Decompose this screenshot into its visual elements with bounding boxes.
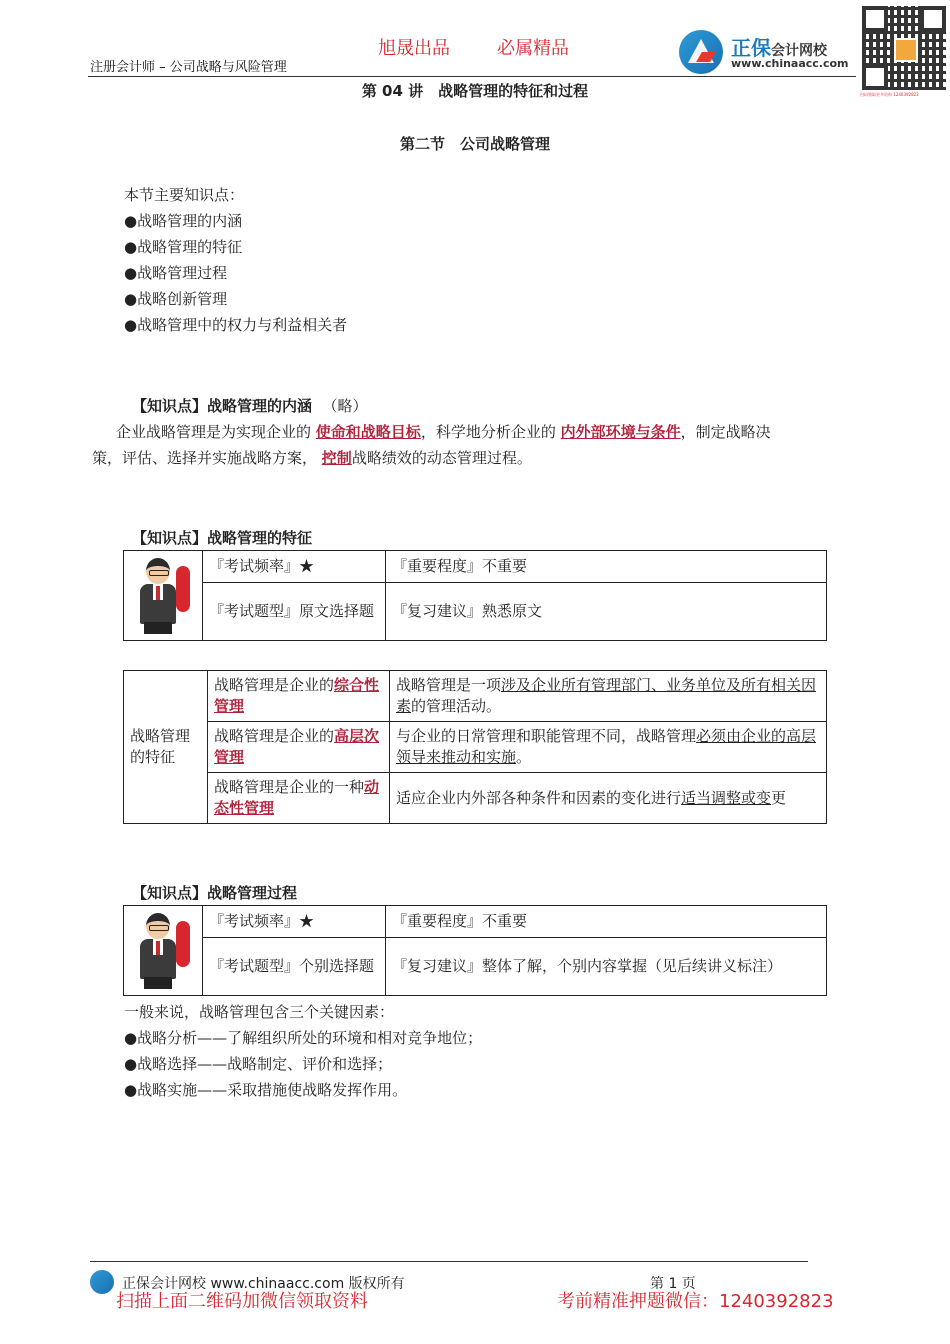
logo-text-cn: 正保: [731, 36, 771, 60]
logo-text-en: www.chinaacc.com: [731, 57, 849, 70]
qr-code-icon[interactable]: [862, 6, 946, 90]
footer-page-number: 第 1 页: [650, 1276, 696, 1292]
footer-copyright: 正保会计网校 www.chinaacc.com 版权所有: [122, 1276, 405, 1292]
intro-item: ●战略创新管理: [124, 290, 228, 308]
feature-cell-name: 战略管理是企业的高层次管理: [208, 722, 390, 773]
section-title: 第二节 公司战略管理: [399, 135, 550, 153]
feature-cell-name: 战略管理是企业的综合性管理: [208, 671, 390, 722]
kp3-importance: 『重要程度』不重要: [386, 906, 827, 938]
lecture-title: 第 04 讲 战略管理的特征和过程: [361, 82, 589, 100]
kp2-importance: 『重要程度』不重要: [386, 551, 827, 583]
qr-caption: 扫码领取更多资料 1240392823: [860, 92, 919, 97]
feature-cell-desc: 适应企业内外部各种条件和因素的变化进行适当调整或变更: [390, 773, 827, 824]
kp1-paragraph-line2: 策，评估、选择并实施战略方案， 控制战略绩效的动态管理过程。: [92, 449, 532, 467]
header-slogan-left: 旭晟出品: [378, 38, 450, 59]
kp3-advice: 『复习建议』整体了解，个别内容掌握（见后续讲义标注）: [386, 938, 827, 996]
intro-item: ●战略管理过程: [124, 264, 228, 282]
feature-cell-desc: 战略管理是一项涉及企业所有管理部门、业务单位及所有相关因素的管理活动。: [390, 671, 827, 722]
logo-text-cn-small: 会计网校: [771, 43, 827, 59]
kp3-info-table: [123, 905, 827, 996]
kp1-highlight-environment: 内外部环境与条件: [560, 423, 681, 441]
kp2-feature-table: [123, 670, 827, 824]
teacher-avatar-icon: [128, 911, 198, 991]
intro-item: ●战略管理中的权力与利益相关者: [124, 316, 348, 334]
kp3-freq: 『考试频率』★: [203, 906, 386, 938]
feature-row-header: 战略管理的特征: [124, 671, 208, 824]
chinaacc-logo[interactable]: [679, 30, 859, 76]
teacher-avatar: [124, 551, 203, 641]
kp3-item: ●战略分析——了解组织所处的环境和相对竞争地位；: [124, 1029, 483, 1047]
footer-logo-icon: [90, 1270, 114, 1294]
feature-cell-name: 战略管理是企业的一种动态性管理: [208, 773, 390, 824]
teacher-avatar: [124, 906, 203, 996]
footer-promo-right[interactable]: 考前精准押题微信：1240392823: [557, 1291, 834, 1312]
kp2-title: 【知识点】战略管理的特征: [132, 529, 313, 547]
header-slogan-right: 必属精品: [497, 38, 569, 59]
kp2-info-table: [123, 550, 827, 641]
header-rule: [88, 76, 856, 77]
kp2-freq: 『考试频率』★: [203, 551, 386, 583]
kp3-qtype: 『考试题型』个别选择题: [203, 938, 386, 996]
feature-cell-desc: 与企业的日常管理和职能管理不同，战略管理必须由企业的高层领导来推动和实施。: [390, 722, 827, 773]
teacher-avatar-icon: [128, 556, 198, 636]
kp1-highlight-mission: 使命和战略目标: [315, 423, 421, 441]
kp1-note: （略）: [322, 397, 368, 415]
logo-mark-icon: [679, 30, 723, 74]
intro-item: ●战略管理的内涵: [124, 212, 243, 230]
intro-heading: 本节主要知识点：: [124, 186, 245, 204]
footer-rule: [90, 1261, 808, 1262]
kp1-title: 【知识点】战略管理的内涵 （略）: [132, 397, 368, 415]
kp3-lead: 一般来说，战略管理包含三个关键因素：: [124, 1003, 395, 1021]
kp3-item: ●战略实施——采取措施使战略发挥作用。: [124, 1081, 408, 1099]
footer-promo-left[interactable]: 扫描上面二维码加微信领取资料: [116, 1291, 368, 1312]
header-subject: 注册会计师 – 公司战略与风险管理: [90, 60, 287, 75]
kp3-title: 【知识点】战略管理过程: [132, 884, 298, 902]
kp1-paragraph-line1: 企业战略管理是为实现企业的 使命和战略目标，科学地分析企业的 内外部环境与条件，制定战略决: [116, 423, 771, 441]
kp2-qtype: 『考试题型』原文选择题: [203, 583, 386, 641]
kp3-item: ●战略选择——战略制定、评价和选择；: [124, 1055, 393, 1073]
intro-item: ●战略管理的特征: [124, 238, 243, 256]
kp1-highlight-control: 控制: [321, 449, 352, 467]
kp2-advice: 『复习建议』熟悉原文: [386, 583, 827, 641]
